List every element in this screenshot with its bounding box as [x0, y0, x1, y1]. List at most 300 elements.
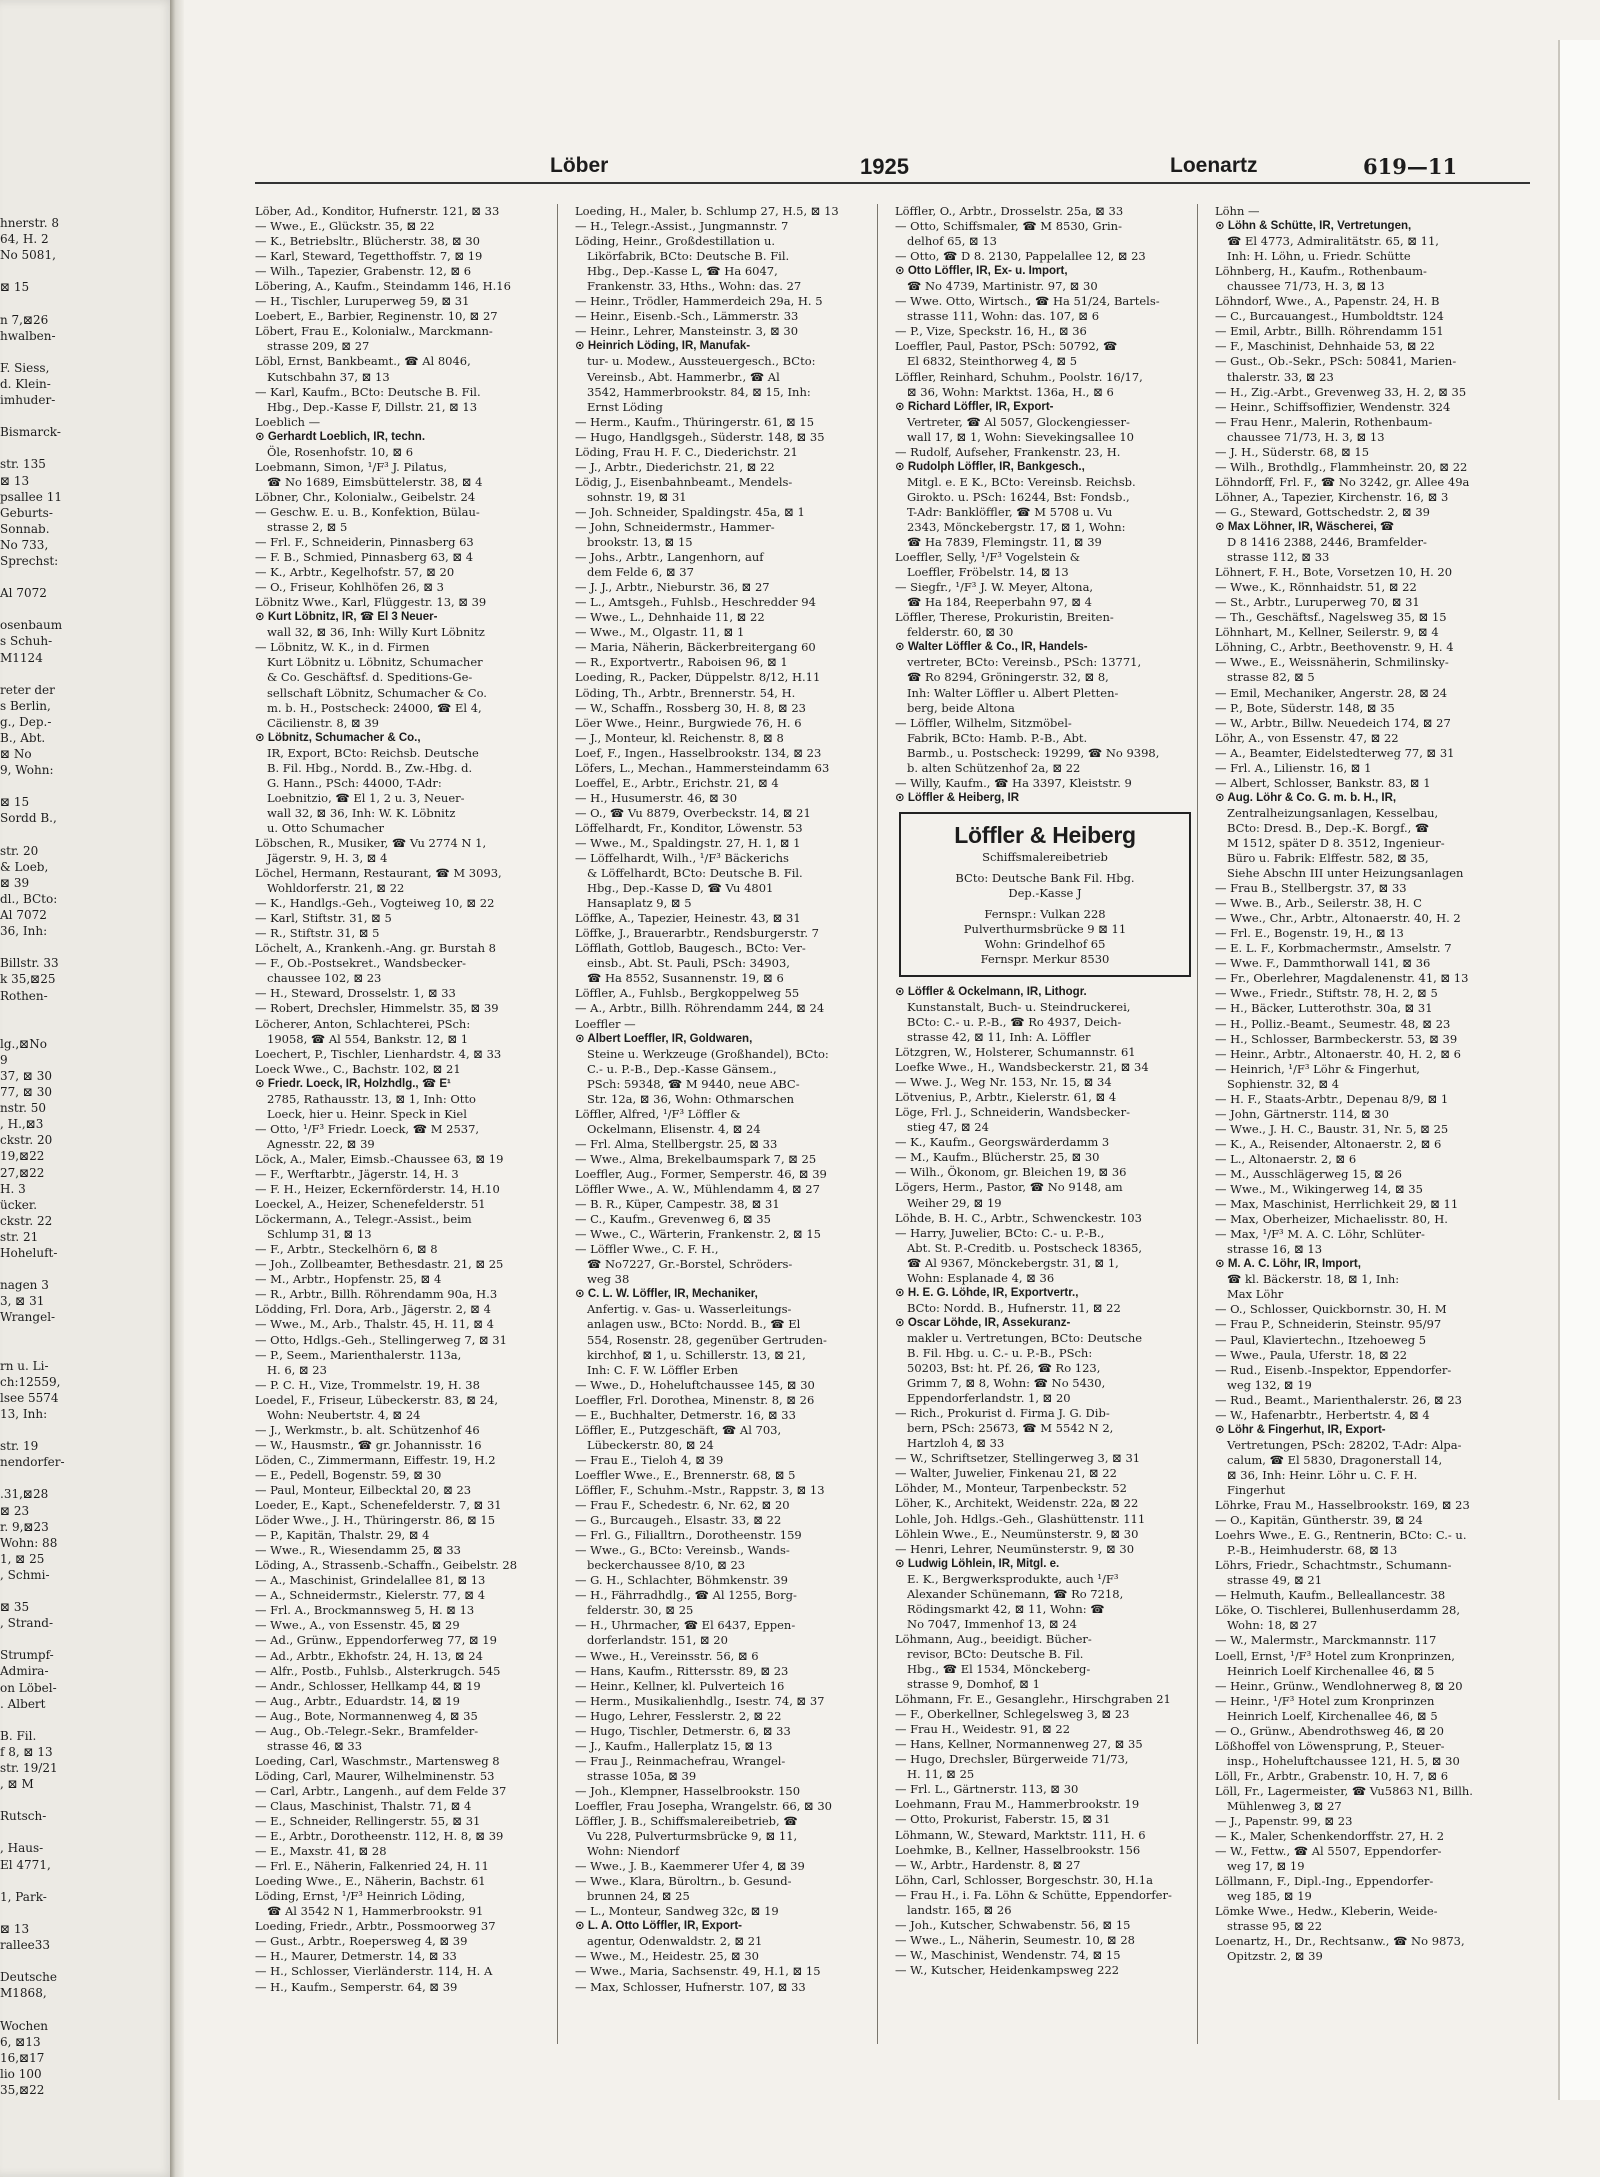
directory-entry: Löding, Ernst, ¹/F³ Heinrich Löding, — [255, 1889, 466, 1904]
directory-entry: insp., Hoheluftchaussee 121, H. 5, ⊠ 30 — [1227, 1753, 1460, 1768]
directory-entry: Löding, Th., Arbtr., Brennerstr. 54, H. — [575, 685, 796, 700]
facing-page-line: ⊠ 15 — [0, 280, 30, 295]
directory-entry: — A., Schneidermstr., Kielerstr. 77, ⊠ 4 — [255, 1588, 486, 1603]
directory-entry: — Frau Henr., Malerin, Rothenbaum- — [1215, 414, 1433, 429]
facing-page-line: lsee 5574 — [0, 1390, 59, 1405]
directory-entry: weg 185, ⊠ 19 — [1227, 1889, 1312, 1904]
directory-entry: — K., Betriebsltr., Blücherstr. 38, ⊠ 30 — [255, 234, 480, 249]
directory-entry: ☎ Ha 7839, Flemingstr. 11, ⊠ 39 — [907, 535, 1102, 550]
directory-entry: — Wwe., H., Vereinsstr. 56, ⊠ 6 — [575, 1648, 759, 1663]
facing-page-line: 77, ⊠ 30 — [0, 1085, 53, 1100]
directory-entry: — Herm., Musikalienhdlg., Isestr. 74, ⊠ 37 — [575, 1693, 825, 1708]
directory-entry: brunnen 24, ⊠ 25 — [587, 1889, 690, 1904]
directory-entry: Str. 12a, ⊠ 36, Wohn: Othmarschen — [587, 1091, 795, 1106]
directory-entry: B. Fil. Hbg. u. C.- u. P.-B., PSch: — [907, 1346, 1093, 1360]
facing-page-line: nstr. 50 — [0, 1101, 47, 1116]
directory-entry: — Robert, Drechsler, Himmelstr. 35, ⊠ 39 — [255, 1001, 499, 1016]
directory-entry: strasse 82, ⊠ 5 — [1227, 670, 1315, 685]
directory-entry: — Wilh., Brothdlg., Flammheinstr. 20, ⊠ 22 — [1215, 459, 1468, 474]
directory-entry: Lödding, Frl. Dora, Arb., Jägerstr. 2, ⊠ 4 — [255, 1302, 491, 1317]
facing-page-line: .31,⊠28 — [0, 1487, 49, 1502]
directory-entry: Max Löhr — [1227, 1287, 1284, 1302]
directory-entry: Löhr, A., von Essenstr. 47, ⊠ 22 — [1215, 730, 1399, 745]
directory-entry: — Rich., Prokurist d. Firma J. G. Dib- — [895, 1406, 1110, 1421]
facing-page-line — [0, 2001, 160, 2017]
facing-page-line: Wochen — [0, 2018, 49, 2033]
directory-entry: — Heinr., Trödler, Hammerdeich 29a, H. 5 — [575, 294, 823, 309]
directory-entry: — Joh., Klempner, Hasselbrookstr. 150 — [575, 1783, 801, 1798]
directory-entry: Loebnitzio, ☎ El 1, 2 u. 3, Neuer- — [267, 790, 465, 805]
directory-entry: weg 38 — [587, 1272, 630, 1287]
directory-entry: Löer Wwe., Heinr., Burgwiede 76, H. 6 — [575, 715, 802, 730]
facing-page-line: B. Fil. — [0, 1728, 37, 1743]
firm-entry: ⊙ H. E. G. Löhde, IR, Exportvertr., — [895, 1286, 1079, 1299]
directory-entry: — Ad., Arbtr., Ekhofstr. 24, H. 13, ⊠ 24 — [255, 1648, 483, 1663]
directory-entry: Löbnitz Wwe., Karl, Flüggestr. 13, ⊠ 39 — [255, 595, 487, 610]
directory-entry: Löhn — — [1215, 204, 1260, 218]
facing-page-line — [0, 601, 160, 617]
directory-entry: Fingerhut — [1227, 1482, 1286, 1497]
directory-entry: E. K., Bergwerksprodukte, auch ¹/F³ — [907, 1571, 1119, 1586]
directory-entry: — Löbnitz, W. K., in d. Firmen — [255, 640, 430, 655]
facing-page-line: ücker. — [0, 1197, 38, 1212]
directory-entry: — Th., Geschäftsf., Nagelsweg 35, ⊠ 15 — [1215, 610, 1447, 625]
directory-entry: felderstr. 30, ⊠ 25 — [587, 1603, 694, 1618]
facing-page-line — [0, 1342, 160, 1358]
directory-entry: Loeffler, Paul, Pastor, PSch: 50792, ☎ — [895, 339, 1118, 354]
ad-phone-line: Fernspr.: Vulkan 228 — [984, 906, 1106, 921]
directory-entry: — Max, Oberheizer, Michaelisstr. 80, H. — [1215, 1212, 1448, 1227]
facing-page-line: str. 19/21 — [0, 1761, 58, 1775]
directory-entry: — Joh., Zollbeamter, Bethesdastr. 21, ⊠ 25 — [255, 1257, 504, 1272]
directory-entry: makler u. Vertretungen, BCto: Deutsche — [907, 1330, 1143, 1345]
directory-entry: — Hans, Kaufm., Rittersstr. 89, ⊠ 23 — [575, 1663, 789, 1678]
directory-entry: Lößhoffel von Löwensprung, P., Steuer- — [1215, 1738, 1445, 1753]
directory-entry: — Aug., Arbtr., Eduardstr. 14, ⊠ 19 — [255, 1693, 460, 1708]
directory-entry: — J., Arbtr., Diederichstr. 21, ⊠ 22 — [575, 459, 775, 474]
directory-entry: ⊠ 36, Wohn: Marktst. 136a, H., ⊠ 6 — [907, 384, 1114, 399]
ad-title: Löffler & Heiberg — [954, 821, 1136, 848]
facing-page-line: Geburts- — [0, 505, 53, 520]
directory-entry: — Wwe., Maria, Sachsenstr. 49, H.1, ⊠ 15 — [575, 1964, 821, 1979]
directory-entry: — Maria, Näherin, Bäckerbreitergang 60 — [575, 640, 816, 655]
directory-entry: Lömke Wwe., Hedw., Kleberin, Weide- — [1215, 1904, 1438, 1919]
facing-page-line: 37, ⊠ 30 — [0, 1068, 53, 1083]
directory-entry: — W., Hausmstr., ☎ gr. Johannisstr. 16 — [255, 1437, 482, 1452]
directory-entry: Steine u. Werkzeuge (Großhandel), BCto: — [587, 1046, 829, 1061]
facing-page-line: hnerstr. 8 — [0, 216, 59, 230]
facing-page-line — [0, 1953, 160, 1969]
directory-entry: Löffler, E., Putzgeschäft, ☎ Al 703, — [575, 1422, 782, 1437]
directory-entry: — K., Kaufm., Georgswärderdamm 3 — [895, 1135, 1110, 1150]
directory-entry: Likörfabrik, BCto: Deutsche B. Fil. — [587, 249, 790, 264]
directory-entry: landstr. 165, ⊠ 26 — [907, 1902, 1012, 1917]
directory-entry: Löckermann, A., Telegr.-Assist., beim — [255, 1212, 472, 1227]
directory-entry: Löding, Carl, Maurer, Wilhelminenstr. 53 — [255, 1768, 495, 1783]
directory-entry: Girokto. u. PSch: 16244, Bst: Fondsb., — [907, 489, 1130, 504]
column-3 — [895, 204, 1198, 2044]
directory-entry: 554, Rosenstr. 28, gegenüber Gertruden- — [587, 1332, 827, 1347]
directory-entry: — Harry, Juwelier, BCto: C.- u. P.-B., — [895, 1225, 1105, 1240]
directory-entry: — Albert, Schlosser, Bankstr. 83, ⊠ 1 — [1215, 775, 1431, 790]
directory-entry: — W., Fettw., ☎ Al 5507, Eppendorfer- — [1215, 1844, 1442, 1859]
facing-page-line: 13, Inh: — [0, 1406, 48, 1421]
directory-entry: — K., Arbtr., Kegelhofstr. 57, ⊠ 20 — [255, 565, 455, 580]
directory-entry: ☎ El 4773, Admiralitätstr. 65, ⊠ 11, — [1227, 234, 1439, 249]
directory-entry: — Frl. A., Brockmannsweg 5, H. ⊠ 13 — [255, 1603, 475, 1618]
directory-entry: — Wwe., D., Hoheluftchaussee 145, ⊠ 30 — [575, 1377, 815, 1392]
facing-page-line: ⊠ 13 — [0, 1921, 30, 1936]
directory-entry: — F., Arbtr., Steckelhörn 6, ⊠ 8 — [255, 1242, 438, 1257]
directory-entry: Loeffler, Selly, ¹/F³ Vogelstein & — [895, 550, 1080, 565]
facing-page-line — [0, 1631, 160, 1647]
firm-entry: ⊙ Löhr & Fingerhut, IR, Export- — [1215, 1423, 1386, 1436]
directory-entry: Eppendorferlandstr. 1, ⊠ 20 — [907, 1391, 1071, 1406]
directory-entry: — Max, Maschinist, Herrlichkeit 29, ⊠ 11 — [1215, 1197, 1459, 1212]
directory-entry: — Hugo, Drechsler, Bürgerweide 71/73, — [895, 1752, 1129, 1767]
directory-entry: — H., Kaufm., Semperstr. 64, ⊠ 39 — [255, 1979, 458, 1994]
directory-entry: — Frau J., Reinmachefrau, Wrangel- — [575, 1753, 786, 1768]
directory-entry: — Gust., Ob.-Sekr., PSch: 50841, Marien- — [1215, 354, 1457, 369]
directory-entry: — Hugo, Lehrer, Fesslerstr. 2, ⊠ 22 — [575, 1708, 782, 1723]
directory-entry: — Aug., Bote, Normannenweg 4, ⊠ 35 — [255, 1708, 478, 1723]
directory-entry: — Frl. Alma, Stellbergstr. 25, ⊠ 33 — [575, 1136, 778, 1151]
directory-entry: — E., Pedell, Bogenstr. 59, ⊠ 30 — [255, 1467, 442, 1482]
directory-entry: Löffke, J., Brauerarbtr., Rendsburgerstr. 7 — [575, 926, 819, 941]
facing-page-line: s Schuh- — [0, 634, 53, 649]
facing-page-line: , Schmi- — [0, 1567, 50, 1582]
firm-entry: ⊙ Richard Löffler, IR, Export- — [895, 400, 1054, 413]
directory-entry: — H., Telegr.-Assist., Jungmannstr. 7 — [575, 219, 789, 234]
advertisement-box — [899, 812, 1191, 977]
directory-entry: — Wwe. J., Weg Nr. 153, Nr. 15, ⊠ 34 — [895, 1075, 1112, 1090]
firm-entry: ⊙ Oscar Löhde, IR, Assekuranz- — [895, 1316, 1071, 1329]
directory-entry: — F., Oberkellner, Schlegelsweg 3, ⊠ 23 — [895, 1707, 1130, 1722]
directory-entry: strasse 105a, ⊠ 39 — [587, 1768, 697, 1783]
directory-entry: BCto: Nordd. B., Hufnerstr. 11, ⊠ 22 — [907, 1300, 1121, 1315]
directory-entry: PSch: 59348, ☎ M 9440, neue ABC- — [587, 1076, 800, 1091]
directory-entry: — Heinr., ¹/F³ Hotel zum Kronprinzen — [1215, 1693, 1435, 1708]
directory-page — [255, 150, 1530, 2050]
directory-entry: Loebmann, Simon, ¹/F³ J. Pilatus, — [255, 459, 448, 474]
directory-entry: Löbert, Frau E., Kolonialw., Marckmann- — [255, 324, 493, 339]
facing-page-line: ⊠ 23 — [0, 1503, 30, 1518]
directory-entry: No 7047, Immenhof 13, ⊠ 24 — [907, 1616, 1077, 1631]
directory-entry: Grimm 7, ⊠ 8, Wohn: ☎ No 5430, — [907, 1376, 1106, 1391]
directory-entry: Löbering, A., Kaufm., Steindamm 146, H.16 — [255, 279, 511, 294]
directory-entry: ☎ Ro 8294, Gröningerstr. 32, ⊠ 8, — [907, 670, 1109, 685]
directory-entry: ☎ No7227, Gr.-Borstel, Schröders- — [587, 1257, 793, 1272]
page-edge — [1558, 40, 1600, 2100]
facing-page-line: , ⊠ M — [0, 1777, 34, 1792]
facing-page-line: reter der — [0, 682, 55, 697]
facing-page-line: ckstr. 22 — [0, 1213, 53, 1228]
directory-entry: Löder Wwe., J. H., Thüringerstr. 86, ⊠ 15 — [255, 1513, 496, 1528]
directory-entry: — Frau P., Schneiderin, Steinstr. 95/97 — [1215, 1317, 1442, 1332]
directory-entry: — P. C. H., Vize, Trommelstr. 19, H. 38 — [255, 1377, 480, 1392]
facing-page-line: s Berlin, — [0, 698, 51, 713]
directory-entry: Löhnert, F. H., Bote, Vorsetzen 10, H. 20 — [1215, 565, 1453, 580]
facing-page-line: 64, H. 2 — [0, 232, 49, 247]
directory-entry: — Hans, Kellner, Normannenweg 27, ⊠ 35 — [895, 1737, 1143, 1752]
facing-page-line: El 4771, — [0, 1857, 51, 1872]
directory-entry: Lödig, J., Eisenbahnbeamt., Mendels- — [575, 474, 793, 489]
facing-page-line: Admira- — [0, 1664, 49, 1679]
column-4 — [1215, 204, 1527, 2044]
directory-entry: — H., Maurer, Detmerstr. 14, ⊠ 33 — [255, 1949, 457, 1964]
directory-entry: — M., Arbtr., Hopfenstr. 25, ⊠ 4 — [255, 1272, 442, 1287]
facing-page-line: Bismarck- — [0, 425, 61, 440]
directory-entry: — B. R., Küper, Campestr. 38, ⊠ 31 — [575, 1197, 780, 1212]
directory-entry: Löffler Wwe., A. W., Mühlendamm 4, ⊠ 27 — [575, 1182, 820, 1197]
directory-entry: Ernst Löding — [587, 399, 663, 414]
directory-entry: — Claus, Maschinist, Thalstr. 71, ⊠ 4 — [255, 1798, 472, 1813]
directory-entry: strasse 112, ⊠ 33 — [1227, 550, 1330, 565]
directory-entry: Wohn: Neubertstr. 4, ⊠ 24 — [267, 1407, 421, 1422]
directory-entry: H. 6, ⊠ 23 — [267, 1362, 327, 1377]
directory-entry: — Heinr., Grünw., Wendlohnerweg 8, ⊠ 20 — [1215, 1678, 1463, 1693]
firm-entry: ⊙ Albert Loeffler, IR, Goldwaren, — [575, 1032, 753, 1045]
directory-entry: Fabrik, BCto: Hamb. P.-B., Abt. — [907, 730, 1088, 745]
directory-entry: — Andr., Schlosser, Hellkamp 44, ⊠ 19 — [255, 1678, 481, 1693]
directory-entry: stieg 47, ⊠ 24 — [907, 1120, 989, 1135]
directory-entry: Löding, A., Strassenb.-Schaffn., Geibelstr. 28 — [255, 1558, 518, 1573]
directory-entry: Lötzgren, W., Holsterer, Schumannstr. 61 — [895, 1045, 1136, 1060]
directory-entry: 3542, Hammerbrookstr. 84, ⊠ 15, Inh: — [587, 384, 811, 399]
facing-page-line — [0, 1325, 160, 1341]
directory-entry: Löding, Frau H. F. C., Diederichstr. 21 — [575, 444, 798, 459]
facing-page-line: Sonnab. — [0, 521, 50, 536]
directory-entry: — Frau H., i. Fa. Löhn & Schütte, Eppendorfer- — [895, 1887, 1172, 1902]
directory-entry: strasse 16, ⊠ 13 — [1227, 1242, 1323, 1257]
directory-entry: — L., Amtsgeh., Fuhlsb., Heschredder 94 — [575, 595, 816, 610]
directory-entry: — Wwe., Alma, Brekelbaumspark 7, ⊠ 25 — [575, 1151, 817, 1166]
directory-entry: anlagen usw., BCto: Nordd. B., ☎ El — [587, 1317, 801, 1332]
directory-entry: ⊠ 36, Inh: Heinr. Löhr u. C. F. H. — [1227, 1467, 1418, 1482]
directory-entry: — Wwe., L., Näherin, Seumestr. 10, ⊠ 28 — [895, 1932, 1135, 1947]
directory-entry: — Frau B., Stellbergstr. 37, ⊠ 33 — [1215, 881, 1407, 896]
directory-entry: Wohn: 18, ⊠ 27 — [1227, 1618, 1318, 1633]
facing-page-line: Hoheluft- — [0, 1246, 58, 1260]
directory-entry: Öle, Rosenhofstr. 10, ⊠ 6 — [267, 444, 414, 459]
page-number: 619—11 — [1363, 154, 1458, 179]
directory-entry: Löhning, C., Arbtr., Beethovenstr. 9, H. 4 — [1215, 640, 1454, 655]
facing-page-line: psallee 11 — [0, 489, 62, 504]
directory-entry: — Heinr., Kellner, kl. Pulverteich 16 — [575, 1678, 785, 1693]
directory-entry: Löffler, F., Schuhm.-Mstr., Rappstr. 3, ⊠ 13 — [575, 1482, 825, 1497]
directory-entry: ☎ No 4739, Martinistr. 97, ⊠ 30 — [907, 279, 1098, 294]
firm-entry: ⊙ M. A. C. Löhr, IR, Import, — [1215, 1258, 1361, 1271]
ad-subtitle: Schiffsmalereibetrieb — [982, 849, 1108, 864]
facing-page-line: Strumpf- — [0, 1648, 54, 1663]
directory-entry: Rödingsmarkt 42, ⊠ 11, Wohn: ☎ — [907, 1601, 1105, 1616]
directory-entry: dem Felde 6, ⊠ 37 — [587, 565, 694, 580]
directory-entry: — M., Ausschlägerweg 15, ⊠ 26 — [1215, 1167, 1402, 1181]
directory-entry: Löchel, Hermann, Restaurant, ☎ M 3093, — [255, 866, 502, 881]
directory-entry: Löffler, Alfred, ¹/F³ Löffler & — [575, 1106, 741, 1121]
directory-entry: — Wwe., L., Dehnhaide 11, ⊠ 22 — [575, 610, 765, 625]
directory-entry: — Heinr., Lehrer, Mansteinstr. 3, ⊠ 30 — [575, 324, 799, 339]
facing-page-line: 19,⊠22 — [0, 1149, 45, 1164]
directory-entry: Büro u. Fabrik: Elffestr. 582, ⊠ 35, — [1227, 851, 1429, 866]
directory-entry: & Löffelhardt, BCto: Deutsche B. Fil. — [587, 866, 803, 881]
facing-page-line: M1124 — [0, 650, 43, 665]
directory-entry: Löffler, O., Arbtr., Drosselstr. 25a, ⊠ 33 — [895, 204, 1124, 218]
facing-page-line: rn u. Li- — [0, 1358, 49, 1373]
header-rule — [255, 182, 1530, 184]
directory-entry: — Fr., Oberlehrer, Magdalenenstr. 41, ⊠ 13 — [1215, 971, 1469, 986]
facing-page-line: Sprechst: — [0, 553, 59, 568]
facing-page-line: on Löbel- — [0, 1680, 57, 1695]
column-2 — [575, 204, 878, 2044]
directory-entry: — Wwe., C., Wärterin, Frankenstr. 2, ⊠ 15 — [575, 1227, 821, 1242]
directory-entry: D 8 1416 2388, 2446, Bramfelder- — [1227, 535, 1427, 550]
directory-entry: — O., Schlosser, Quickbornstr. 30, H. M — [1215, 1302, 1447, 1317]
directory-entry: — Frl. G., Filialltrn., Dorotheenstr. 159 — [575, 1528, 802, 1543]
directory-entry: — J., Papenstr. 99, ⊠ 23 — [1215, 1814, 1353, 1829]
facing-page-line: Deutsche — [0, 1970, 57, 1985]
directory-entry: — A., Maschinist, Grindelallee 81, ⊠ 13 — [255, 1573, 486, 1588]
directory-entry: weg 17, ⊠ 19 — [1227, 1859, 1305, 1874]
facing-page-line — [0, 1712, 160, 1728]
directory-entry: — E., Buchhalter, Detmerstr. 16, ⊠ 33 — [575, 1407, 796, 1422]
directory-entry: ☎ Al 3542 N 1, Hammerbrookstr. 91 — [267, 1904, 484, 1919]
firm-entry: ⊙ Friedr. Loeck, IR, Holzhdlg., ☎ E¹ — [255, 1077, 451, 1090]
directory-entry: strasse 111, Wohn: das. 107, ⊠ 6 — [907, 309, 1100, 324]
facing-page-line — [0, 778, 160, 794]
directory-entry: strasse 2, ⊠ 5 — [267, 519, 348, 534]
directory-entry: Lohle, Joh. Hdlgs.-Geh., Glashüttenstr. 111 — [895, 1511, 1146, 1526]
facing-page-line: F. Siess, — [0, 360, 50, 375]
facing-page-line — [0, 344, 160, 360]
directory-entry: — H., Steward, Drosselstr. 1, ⊠ 33 — [255, 986, 456, 1001]
directory-columns — [255, 204, 1530, 2044]
directory-entry: tur- u. Modew., Aussteuergesch., BCto: — [587, 354, 816, 369]
facing-page-line — [0, 1792, 160, 1808]
directory-entry: Löffelhardt, Fr., Konditor, Löwenstr. 53 — [575, 820, 803, 835]
directory-entry: wall 32, ⊠ 36, Inh: Willy Kurt Löbnitz — [267, 625, 485, 640]
directory-entry: Löffler, J. B., Schiffsmalereibetrieb, ☎ — [575, 1814, 798, 1829]
directory-entry: dorferlandstr. 151, ⊠ 20 — [587, 1633, 728, 1648]
ad-residence-line: Wohn: Grindelhof 65 — [984, 936, 1106, 951]
directory-entry: — Wwe., K., Rönnhaidstr. 51, ⊠ 22 — [1215, 580, 1417, 595]
directory-entry: P.-B., Heimhuderstr. 68, ⊠ 13 — [1227, 1543, 1398, 1558]
facing-page-line: hwalben- — [0, 328, 56, 343]
firm-entry: ⊙ Löbnitz, Schumacher & Co., — [255, 731, 421, 744]
facing-page-line: 1, ⊠ 25 — [0, 1551, 45, 1566]
directory-entry: weg 132, ⊠ 19 — [1227, 1377, 1312, 1392]
directory-entry: — Rudolf, Aufseher, Frankenstr. 23, H. — [895, 444, 1121, 459]
directory-entry: Loebert, E., Barbier, Reginenstr. 10, ⊠ 27 — [255, 309, 498, 324]
directory-entry: El 6832, Steinthorweg 4, ⊠ 5 — [907, 354, 1078, 369]
facing-page-line: ckstr. 20 — [0, 1133, 53, 1148]
directory-entry: IR, Export, BCto: Reichsb. Deutsche — [267, 745, 479, 760]
directory-entry: — Wwe., M., Olgastr. 11, ⊠ 1 — [575, 625, 745, 640]
directory-entry: kirchhof, ⊠ 1, u. Schillerstr. 13, ⊠ 21, — [587, 1347, 806, 1362]
firm-entry: ⊙ Löffler & Ockelmann, IR, Lithogr. — [895, 985, 1087, 998]
directory-entry: Opitzstr. 2, ⊠ 39 — [1227, 1949, 1323, 1964]
directory-entry: Löfers, L., Mechan., Hammersteindamm 63 — [575, 760, 830, 775]
directory-entry: — Otto, Hdlgs.-Geh., Stellingerweg 7, ⊠ 31 — [255, 1332, 507, 1347]
directory-entry: — Frau F., Schedestr. 6, Nr. 62, ⊠ 20 — [575, 1498, 790, 1513]
directory-entry: — Emil, Mechaniker, Angerstr. 28, ⊠ 24 — [1215, 685, 1448, 700]
directory-entry: — Johs., Arbtr., Langenhorn, auf — [575, 550, 764, 565]
directory-entry: — Heinr., Schiffsoffizier, Wendenstr. 324 — [1215, 399, 1451, 414]
directory-entry: Agnesstr. 22, ⊠ 39 — [267, 1136, 375, 1151]
facing-page-line — [0, 827, 160, 843]
directory-entry: — Emil, Arbtr., Billh. Röhrendamm 151 — [1215, 324, 1444, 339]
directory-entry: Loeding, H., Maler, b. Schlump 27, H.5, ⊠ 13 — [575, 204, 839, 218]
directory-entry: Loenartz, H., Dr., Rechtsanw., ☎ No 9873, — [1215, 1934, 1465, 1949]
directory-entry: Inh: C. F. W. Löffler Erben — [587, 1362, 739, 1377]
header-year: 1925 — [860, 154, 909, 179]
directory-entry: Löhnberg, H., Kaufm., Rothenbaum- — [1215, 264, 1427, 279]
facing-page-line: ⊠ 15 — [0, 795, 30, 810]
directory-entry: Hansaplatz 9, ⊠ 5 — [587, 896, 692, 911]
directory-entry: Löhn, Carl, Schlosser, Borgeschstr. 30, H.1a — [895, 1872, 1153, 1887]
firm-entry: ⊙ Kurt Löbnitz, IR, ☎ El 3 Neuer- — [255, 611, 438, 624]
facing-page-line: 3, ⊠ 31 — [0, 1294, 45, 1309]
facing-page-line — [0, 1261, 160, 1277]
facing-page-line: , H.,⊠3 — [0, 1117, 44, 1132]
directory-entry: Löcherer, Anton, Schlachterei, PSch: — [255, 1016, 471, 1031]
directory-entry: — Löffler Wwe., C. F. H., — [575, 1242, 719, 1257]
directory-entry: — Hugo, Tischler, Detmerstr. 6, ⊠ 33 — [575, 1723, 791, 1738]
directory-entry: Wohldorferstr. 21, ⊠ 22 — [267, 881, 405, 896]
directory-entry: Löhnhart, M., Kellner, Seilerstr. 9, ⊠ 4 — [1215, 625, 1439, 640]
directory-entry: strasse 49, ⊠ 21 — [1227, 1573, 1323, 1588]
facing-page-line: Billstr. 33 — [0, 956, 59, 971]
facing-page-line: k 35,⊠25 — [0, 972, 56, 987]
directory-entry: — R., Stiftstr. 31, ⊠ 5 — [255, 926, 380, 941]
directory-entry: — Heinr., Arbtr., Altonaerstr. 40, H. 2, ⊠ 6 — [1215, 1046, 1461, 1061]
directory-entry: — Wwe., Friedr., Stiftstr. 78, H. 2, ⊠ 5 — [1215, 986, 1438, 1001]
directory-entry: — F., Maschinist, Dehnhaide 53, ⊠ 22 — [1215, 339, 1435, 354]
facing-page-line — [0, 1470, 160, 1486]
directory-entry: — O., ☎ Vu 8879, Overbeckstr. 14, ⊠ 21 — [575, 805, 811, 820]
directory-entry: — E. L. F., Korbmachermstr., Amselstr. 7 — [1215, 941, 1452, 956]
directory-entry: — Wwe., R., Wiesendamm 25, ⊠ 33 — [255, 1543, 461, 1558]
directory-entry: 2785, Rathausstr. 13, ⊠ 1, Inh: Otto — [267, 1091, 476, 1106]
book-gutter — [170, 0, 184, 2177]
directory-entry: Wohn: Niendorf — [587, 1844, 680, 1859]
facing-page-line: lio 100 — [0, 2066, 42, 2081]
facing-page-line: & Loeb, — [0, 859, 49, 874]
directory-entry: — J. J., Arbtr., Nieburstr. 36, ⊠ 27 — [575, 580, 770, 595]
directory-entry: — O., Kapitän, Güntherstr. 39, ⊠ 24 — [1215, 1513, 1423, 1528]
directory-entry: strasse 42, ⊠ 11, Inh: A. Löffler — [907, 1030, 1091, 1045]
directory-entry: Hbg., Dep.-Kasse L, ☎ Ha 6047, — [587, 264, 778, 279]
directory-entry: — E., Maxstr. 41, ⊠ 28 — [255, 1844, 387, 1859]
directory-entry: Löge, Frl. J., Schneiderin, Wandsbecker- — [895, 1105, 1130, 1120]
directory-entry: BCto: Dresd. B., Dep.-K. Borgf., ☎ — [1227, 820, 1430, 835]
directory-entry: Loeckel, A., Heizer, Schenefelderstr. 51 — [255, 1197, 486, 1212]
directory-entry: C.- u. P.-B., Dep.-Kasse Gänsem., — [587, 1061, 777, 1076]
facing-page-line: nagen 3 — [0, 1278, 49, 1293]
directory-entry: — Löffler, Wilhelm, Sitzmöbel- — [895, 715, 1072, 730]
directory-entry: — Löffelhardt, Wilh., ¹/F³ Bäckerichs — [575, 851, 789, 866]
directory-entry: — Willy, Kaufm., ☎ Ha 3397, Kleiststr. 9 — [895, 775, 1132, 790]
directory-entry: chaussee 71/73, H. 3, ⊠ 13 — [1227, 279, 1385, 294]
directory-entry: Ockelmann, Elisenstr. 4, ⊠ 24 — [587, 1121, 761, 1136]
facing-page-line — [0, 1004, 160, 1020]
directory-entry: — Joh., Kutscher, Schwabenstr. 56, ⊠ 15 — [895, 1917, 1131, 1932]
directory-entry: — Max, Schlosser, Hufnerstr. 107, ⊠ 33 — [575, 1979, 806, 1994]
directory-entry: — J. H., Süderstr. 68, ⊠ 15 — [1215, 444, 1370, 459]
directory-entry: 50203, Bst: ht. Pf. 26, ☎ Ro 123, — [907, 1361, 1101, 1376]
directory-entry: Löhndorf, Wwe., A., Papenstr. 24, H. B — [1215, 294, 1440, 309]
directory-entry: 2343, Mönckebergstr. 17, ⊠ 1, Wohn: — [907, 519, 1126, 534]
